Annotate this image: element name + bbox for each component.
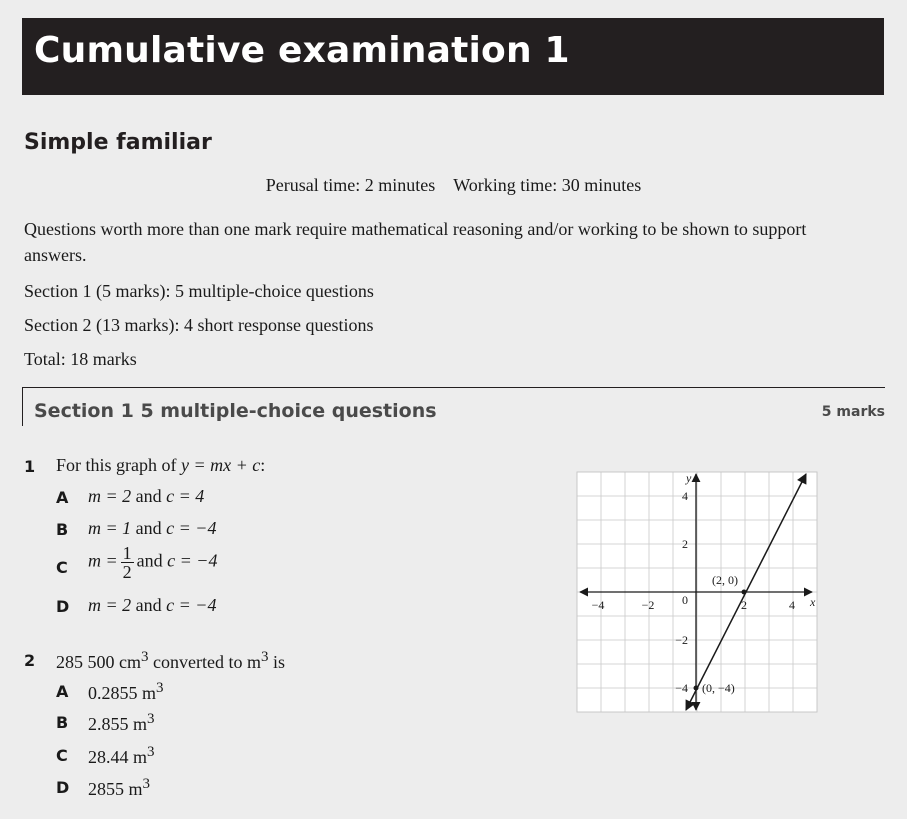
q1-option-d-letter[interactable]: D: [56, 597, 70, 616]
x-tick-4: 4: [789, 598, 795, 612]
q1-option-a-text[interactable]: [88, 486, 204, 507]
q1-option-a-and: and: [131, 486, 167, 506]
title-banner: [22, 18, 884, 95]
question-1-number: 1: [24, 457, 36, 476]
timing-line: [0, 175, 907, 196]
point-label-2-0: (2, 0): [712, 573, 738, 587]
q1-option-a-c: c = 4: [166, 486, 205, 506]
q1-option-d-and: and: [131, 595, 167, 615]
origin-label: 0: [682, 593, 688, 607]
q2-option-c-letter[interactable]: C: [56, 746, 68, 765]
section1-summary: Section 1 (5 marks): 5 multiple-choice questions: [24, 281, 374, 301]
q1-option-d-c: c = −4: [166, 595, 217, 615]
q1-option-c-and: and: [136, 550, 168, 571]
q2-option-b-letter[interactable]: B: [56, 713, 69, 732]
q2-stem-sup2: 3: [260, 649, 269, 665]
point-x-intercept: [742, 590, 747, 595]
q2-stem-value: 285 500 cm: [56, 652, 141, 672]
section-header: [22, 387, 885, 426]
subtitle: Simple familiar: [24, 130, 212, 155]
section-marks: 5 marks: [821, 404, 885, 420]
question-1-stem: [56, 455, 265, 476]
q1-option-c-text[interactable]: [88, 544, 217, 581]
q2-option-a-letter[interactable]: A: [56, 682, 69, 701]
perusal-time: Perusal time: 2 minutes: [265, 175, 436, 195]
q2-option-d-text[interactable]: [88, 776, 150, 800]
total-marks: Total: 18 marks: [24, 349, 137, 369]
q2-option-a-text[interactable]: [88, 680, 164, 704]
q1-option-c-m: m =: [88, 550, 118, 571]
question-1-equation: y = mx + c: [181, 455, 261, 475]
q1-option-d-text[interactable]: [88, 595, 216, 616]
q1-option-c-letter[interactable]: C: [56, 558, 68, 577]
working-time: Working time: 30 minutes: [453, 175, 642, 195]
q2-option-d-value: 2855 m: [88, 779, 143, 799]
q1-option-a-letter[interactable]: A: [56, 488, 69, 507]
y-axis-label: y: [686, 471, 692, 485]
fraction-denominator: 2: [122, 562, 132, 582]
q1-option-b-text[interactable]: [88, 518, 216, 539]
q1-option-b-letter[interactable]: B: [56, 520, 69, 539]
question-2-stem: [56, 649, 285, 673]
q2-option-d-letter[interactable]: D: [56, 778, 70, 797]
y-tick-4: 4: [682, 489, 688, 503]
q2-option-c-value: 28.44 m: [88, 747, 148, 767]
x-axis-label: x: [810, 595, 816, 609]
q1-option-c-fraction: [121, 544, 134, 581]
y-tick-2: 2: [682, 537, 688, 551]
page-title: Cumulative examination 1: [34, 30, 570, 71]
reasoning-instruction: Questions worth more than one mark require mathematical reasoning and/or working to be shown to support answers.: [24, 219, 807, 265]
q2-option-b-value: 2.855 m: [88, 714, 148, 734]
fraction-numerator: 1: [122, 543, 132, 563]
x-tick-minus4: −4: [591, 598, 605, 612]
linear-graph: [576, 470, 818, 714]
q1-option-b-and: and: [131, 518, 167, 538]
q2-stem-sup: 3: [141, 649, 149, 665]
question-1-stem-prefix: For this graph of: [56, 455, 181, 475]
q1-option-a-m: m = 2: [88, 486, 132, 506]
q1-option-b-c: c = −4: [166, 518, 217, 538]
x-tick-minus2: −2: [641, 598, 655, 612]
q2-option-b-sup: 3: [147, 711, 155, 727]
y-tick-minus4: −4: [675, 681, 688, 695]
q2-stem-end: is: [268, 652, 285, 672]
y-tick-minus2: −2: [675, 633, 688, 647]
q1-option-c-c: c = −4: [167, 550, 218, 571]
q2-option-d-sup: 3: [142, 776, 151, 792]
q2-option-c-sup: 3: [147, 744, 155, 760]
x-tick-2: 2: [741, 598, 747, 612]
q2-option-b-text[interactable]: [88, 711, 155, 735]
q2-option-c-text[interactable]: [88, 744, 155, 768]
q1-option-b-m: m = 1: [88, 518, 132, 538]
point-y-intercept: [694, 686, 699, 691]
question-2-number: 2: [24, 651, 36, 670]
point-label-0-minus4: (0, −4): [702, 681, 735, 695]
question-1-stem-suffix: :: [260, 455, 266, 475]
q2-option-a-sup: 3: [156, 680, 164, 696]
q2-stem-mid: converted to m: [148, 652, 261, 672]
section-title: Section 1 5 multiple-choice questions: [34, 400, 437, 422]
section2-summary: Section 2 (13 marks): 4 short response questions: [24, 315, 374, 335]
q2-option-a-value: 0.2855 m: [88, 683, 157, 703]
q1-option-d-m: m = 2: [88, 595, 132, 615]
